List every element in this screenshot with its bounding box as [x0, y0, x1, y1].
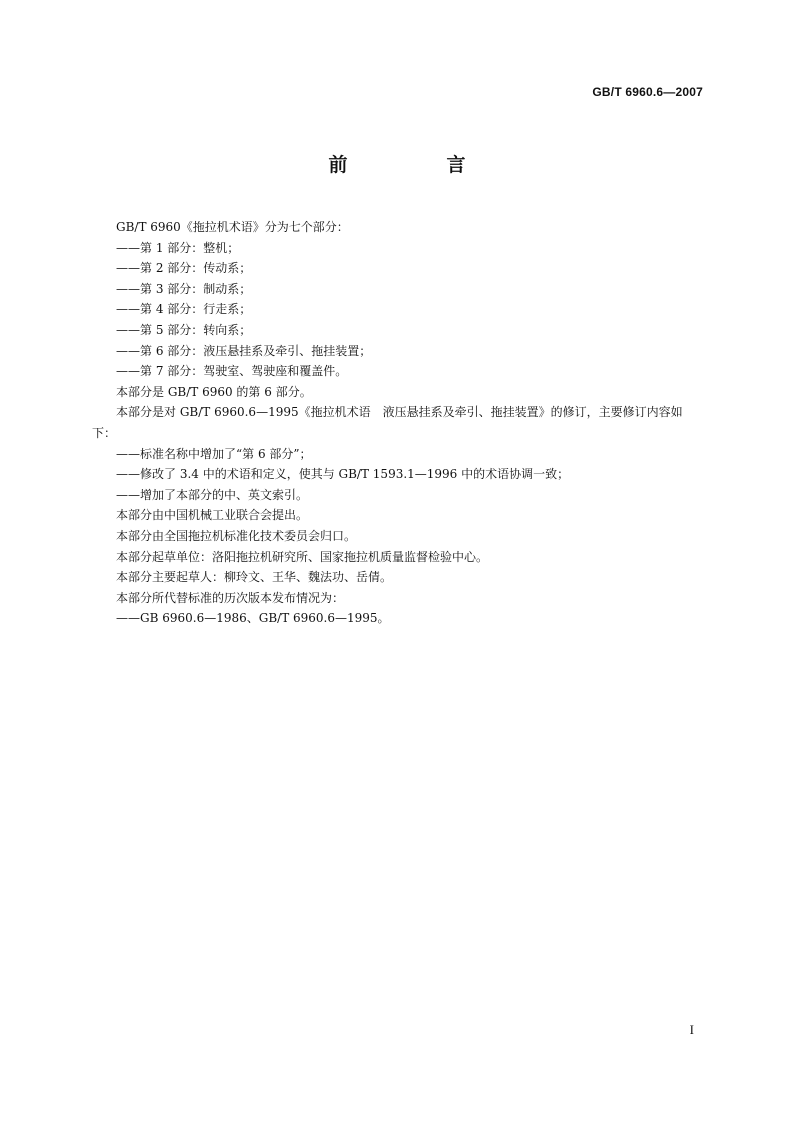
list-item-change-3: ——增加了本部分的中、英文索引。 [116, 487, 309, 502]
list-item-part-6: ——第 6 部分：液压悬挂系及牵引、拖挂装置； [116, 343, 372, 358]
history-intro-paragraph: 本部分所代替标准的历次版本发布情况为： [116, 590, 345, 605]
list-item-change-1: ——标准名称中增加了“第 6 部分”； [116, 446, 312, 461]
standard-code: GB/T 6960.6—2007 [592, 85, 703, 99]
list-item-part-5: ——第 5 部分：转向系； [116, 322, 252, 337]
jurisdiction-paragraph: 本部分由全国拖拉机标准化技术委员会归口。 [116, 528, 357, 543]
proposed-by-paragraph: 本部分由中国机械工业联合会提出。 [116, 508, 309, 523]
revision-paragraph: 本部分是对 GB/T 6960.6—1995《拖拉机术语 液压悬挂系及牵引、拖挂装置》的修订，主要修订内容如下： [92, 405, 683, 440]
this-part-paragraph: 本部分是 GB/T 6960 的第 6 部分。 [116, 384, 312, 399]
list-item-part-4: ——第 4 部分：行走系； [116, 302, 252, 317]
drafters-paragraph: 本部分主要起草人：柳玲文、王华、魏法功、岳倩。 [116, 570, 393, 585]
list-item-part-2: ——第 2 部分：传动系； [116, 261, 252, 276]
foreword-body [92, 217, 704, 629]
intro-paragraph: GB/T 6960《拖拉机术语》分为七个部分： [116, 220, 349, 234]
drafting-units-paragraph: 本部分起草单位：洛阳拖拉机研究所、国家拖拉机质量监督检验中心。 [116, 549, 489, 564]
page-title: 前 言 [328, 154, 506, 176]
list-item-history-1: ——GB 6960.6—1986、GB/T 6960.6—1995。 [116, 611, 390, 626]
list-item-change-2: ——修改了 3.4 中的术语和定义，使其与 GB/T 1593.1—1996 中的术语协调一致； [116, 467, 570, 482]
list-item-part-3: ——第 3 部分：制动系； [116, 281, 252, 296]
list-item-part-7: ——第 7 部分：驾驶室、驾驶座和覆盖件。 [116, 364, 348, 379]
page-number: I [689, 1022, 694, 1037]
list-item-part-1: ——第 1 部分：整机； [116, 240, 240, 255]
